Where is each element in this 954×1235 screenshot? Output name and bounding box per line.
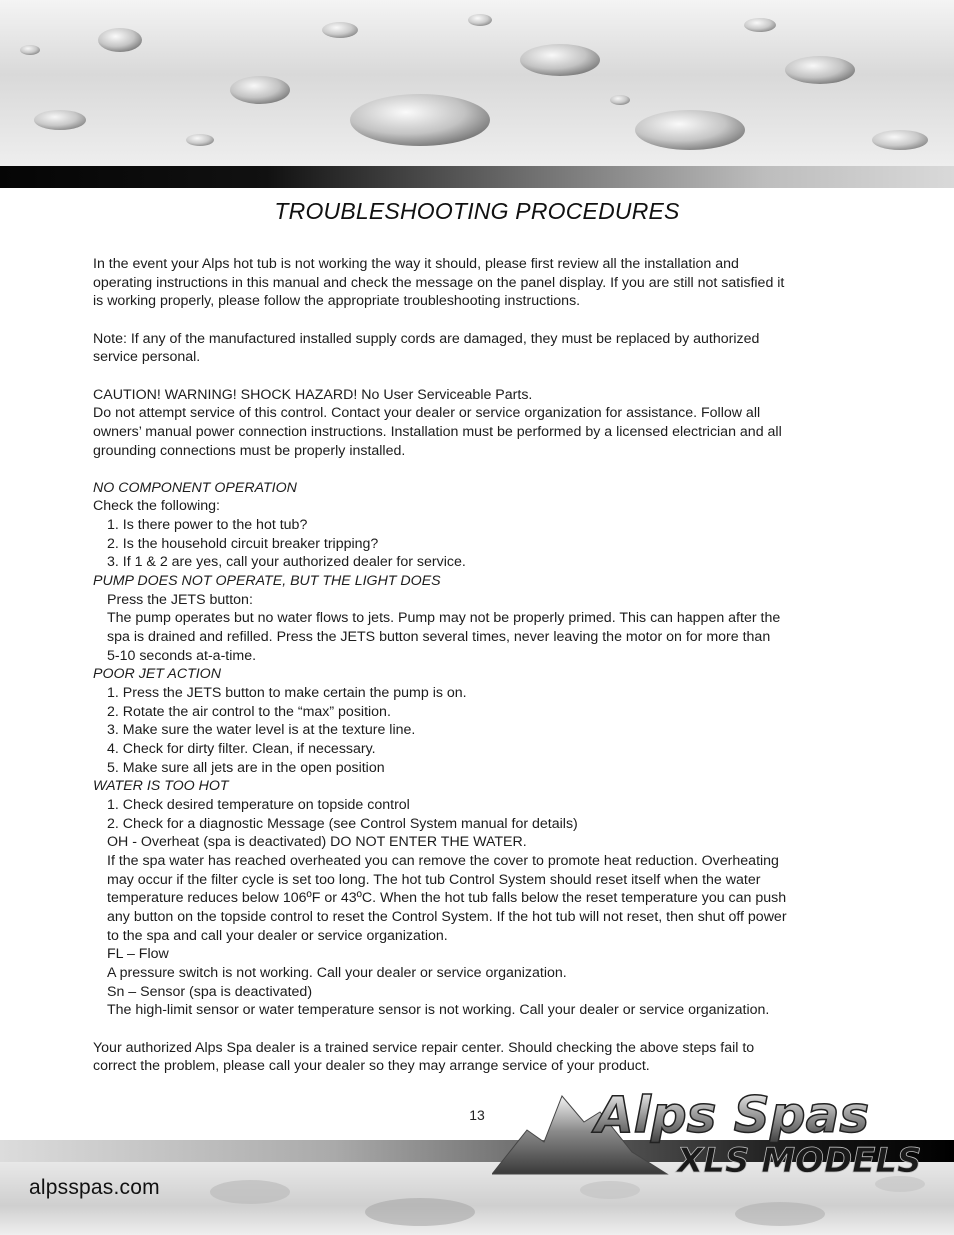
section-no-component xyxy=(93,479,861,572)
list-item: 2. Is the household circuit breaker tripping? xyxy=(107,535,379,552)
section-heading: NO COMPONENT OPERATION xyxy=(93,479,297,496)
intro-paragraph xyxy=(93,255,861,311)
text-line: 5-10 seconds at-a-time. xyxy=(107,647,257,664)
list-item: 1. Press the JETS button to make certain the pump is on. xyxy=(107,685,467,702)
website-link[interactable]: alpsspas.com xyxy=(29,1176,160,1199)
text-line: service personal. xyxy=(93,349,201,366)
closing-paragraph xyxy=(93,1039,861,1076)
text-line: A pressure switch is not working. Call your dealer or service organization. xyxy=(107,964,567,981)
text-line: may occur if the filter cycle is set too long. The hot tub Control System should reset itself when the water xyxy=(107,871,761,888)
section-lead: Press the JETS button: xyxy=(107,591,253,608)
list-item: 3. Make sure the water level is at the texture line. xyxy=(107,722,416,739)
caution-heading: CAUTION! WARNING! SHOCK HAZARD! No User Serviceable Parts. xyxy=(93,386,533,403)
text-line: The high-limit sensor or water temperature sensor is not working. Call your dealer or service organization. xyxy=(107,1002,770,1019)
list-item: 2. Rotate the air control to the “max” position. xyxy=(107,703,391,720)
water-droplets-graphic xyxy=(0,0,954,166)
text-line: In the event your Alps hot tub is not working the way it should, please first review all the installation and xyxy=(93,256,739,272)
section-too-hot xyxy=(93,777,861,1020)
document-body xyxy=(93,255,861,1076)
text-line: Your authorized Alps Spa dealer is a trained service repair center. Should checking the above steps fail to xyxy=(93,1039,755,1056)
header-gradient-stripe xyxy=(0,166,954,188)
list-item: 4. Check for dirty filter. Clean, if necessary. xyxy=(107,741,376,758)
text-line: temperature reduces below 106ºF or 43ºC. When the hot tub falls below the reset temperature you can push xyxy=(107,890,787,907)
text-line: grounding connections must be properly installed. xyxy=(93,442,406,459)
note-paragraph xyxy=(93,330,861,367)
code-oh: OH - Overheat (spa is deactivated) DO NOT ENTER THE WATER. xyxy=(107,834,527,851)
text-line: is working properly, please follow the appropriate troubleshooting instructions. xyxy=(93,293,581,310)
section-heading: PUMP DOES NOT OPERATE, BUT THE LIGHT DOES xyxy=(93,573,441,590)
code-fl: FL – Flow xyxy=(107,946,169,963)
section-poor-jet xyxy=(93,665,861,777)
alps-spas-logo xyxy=(492,1082,954,1178)
list-item: 5. Make sure all jets are in the open position xyxy=(107,759,385,776)
page-number: 13 xyxy=(469,1107,485,1123)
text-line: owners’ manual power connection instructions. Installation must be performed by a licensed electrician and all xyxy=(93,423,782,440)
logo-brand-text: Alps Spas xyxy=(595,1086,870,1144)
section-lead: Check the following: xyxy=(93,498,220,515)
text-line: Note: If any of the manufactured installed supply cords are damaged, they must be replaced by authorized xyxy=(93,330,760,347)
text-line: operating instructions in this manual and check the message on the panel display. If you are still not satisfied it xyxy=(93,274,785,291)
list-item: 1. Is there power to the hot tub? xyxy=(107,517,308,534)
list-item: 1. Check desired temperature on topside control xyxy=(107,796,410,813)
text-line: to the spa and call your dealer or service organization. xyxy=(107,927,448,944)
section-heading: POOR JET ACTION xyxy=(93,666,221,683)
section-heading: WATER IS TOO HOT xyxy=(93,778,229,795)
text-line: The pump operates but no water flows to jets. Pump may not be properly primed. This can happen after the xyxy=(107,610,781,627)
code-sn: Sn – Sensor (spa is deactivated) xyxy=(107,983,313,1000)
page-title: TROUBLESHOOTING PROCEDURES xyxy=(274,198,680,224)
header-water-image xyxy=(0,0,954,166)
logo-models-text: XLS MODELS xyxy=(677,1141,922,1178)
caution-paragraph xyxy=(93,386,861,461)
section-pump xyxy=(93,572,861,665)
text-line: any button on the topside control to reset the Control System. If the hot tub will not reset, then shut off power xyxy=(107,908,787,925)
text-line: Do not attempt service of this control. Contact your dealer or service organization for assistance. Follow all xyxy=(93,405,761,422)
text-line: spa is drained and refilled. Press the JETS button several times, never leaving the motor on for more than xyxy=(107,629,771,646)
list-item: 2. Check for a diagnostic Message (see Control System manual for details) xyxy=(107,815,578,832)
list-item: 3. If 1 & 2 are yes, call your authorized dealer for service. xyxy=(107,554,466,571)
text-line: correct the problem, please call your dealer so they may arrange service of your product. xyxy=(93,1058,650,1075)
text-line: If the spa water has reached overheated you can remove the cover to promote heat reduction. Overheating xyxy=(107,852,779,869)
